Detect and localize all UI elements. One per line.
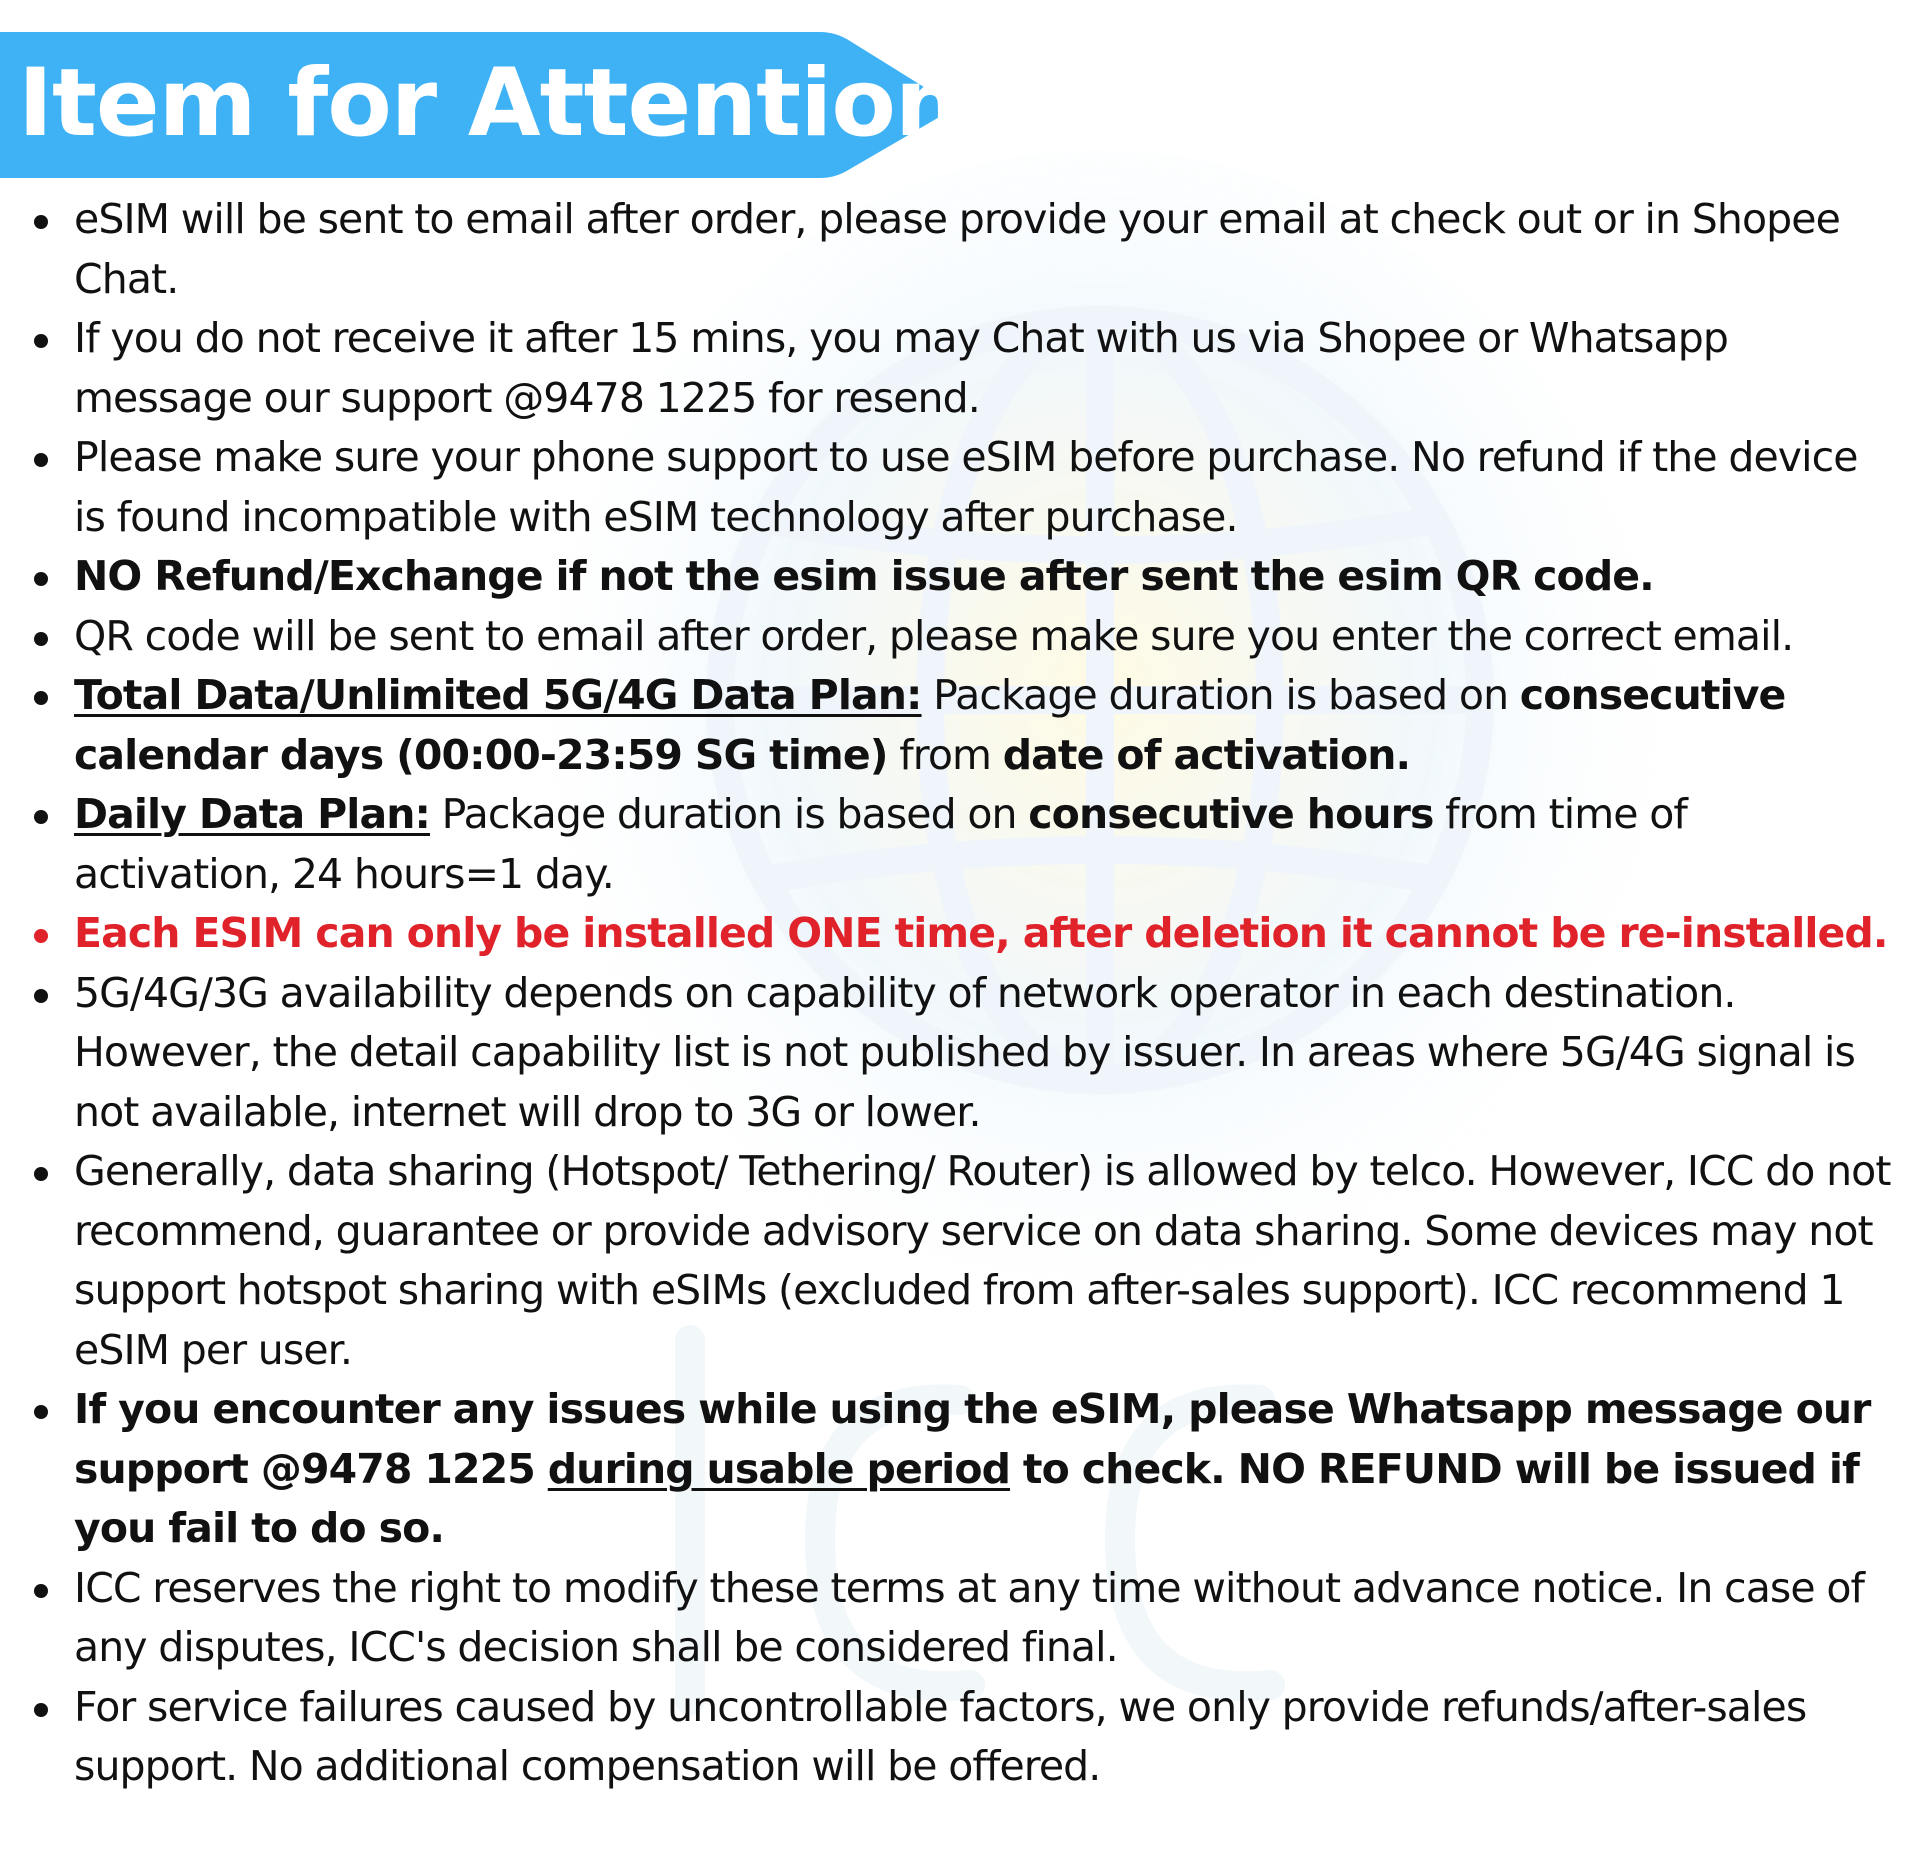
plan-heading-total-data: Total Data/Unlimited 5G/4G Data Plan: [74, 671, 922, 719]
term-item: Generally, data sharing (Hotspot/ Tethering/ Router) is allowed by telco. However, ICC do not recommend, guarantee or provide advisory service on data sharing. Some devices may not support hotspot sharing with eSIMs (excluded from after-sales support). ICC recommend 1 eSIM per user. [0, 1142, 1900, 1380]
usable-period-emphasis: during usable period [547, 1444, 1011, 1493]
attention-banner [0, 32, 960, 178]
term-item: Please make sure your phone support to use eSIM before purchase. No refund if the device is found incompatible with eSIM technology after purchase. [0, 428, 1900, 547]
term-item: Daily Data Plan: Package duration is based on consecutive hours from time of activation, 24 hours=1 day. [0, 785, 1900, 904]
term-item: ICC reserves the right to modify these terms at any time without advance notice. In case of any disputes, ICC's decision shall be considered final. [0, 1559, 1900, 1678]
term-item: eSIM will be sent to email after order, please provide your email at check out or in Shopee Chat. [0, 190, 1900, 309]
term-item: 5G/4G/3G availability depends on capability of network operator in each destination. However, the detail capability list is not published by issuer. In areas where 5G/4G signal is not available, internet will drop to 3G or lower. [0, 964, 1900, 1143]
term-item: NO Refund/Exchange if not the esim issue after sent the esim QR code. [0, 547, 1900, 607]
term-item: If you encounter any issues while using the eSIM, please Whatsapp message our support @9478 1225 during usable period to check. NO REFUND will be issued if you fail to do so. [0, 1380, 1900, 1559]
term-item: For service failures caused by uncontrollable factors, we only provide refunds/after-sales support. No additional compensation will be offered. [0, 1678, 1900, 1797]
banner-title: Item for Attention [18, 49, 961, 158]
term-item: QR code will be sent to email after order, please make sure you enter the correct email. [0, 607, 1900, 667]
plan-heading-daily-data: Daily Data Plan: [74, 790, 431, 838]
term-item-warning: Each ESIM can only be installed ONE time, after deletion it cannot be re-installed. [0, 904, 1900, 964]
term-item: Total Data/Unlimited 5G/4G Data Plan: Package duration is based on consecutive calendar days (00:00-23:59 SG time) from date of activation. [0, 666, 1900, 785]
term-item: If you do not receive it after 15 mins, you may Chat with us via Shopee or Whatsapp message our support @9478 1225 for resend. [0, 309, 1900, 428]
terms-list [0, 190, 1900, 1797]
